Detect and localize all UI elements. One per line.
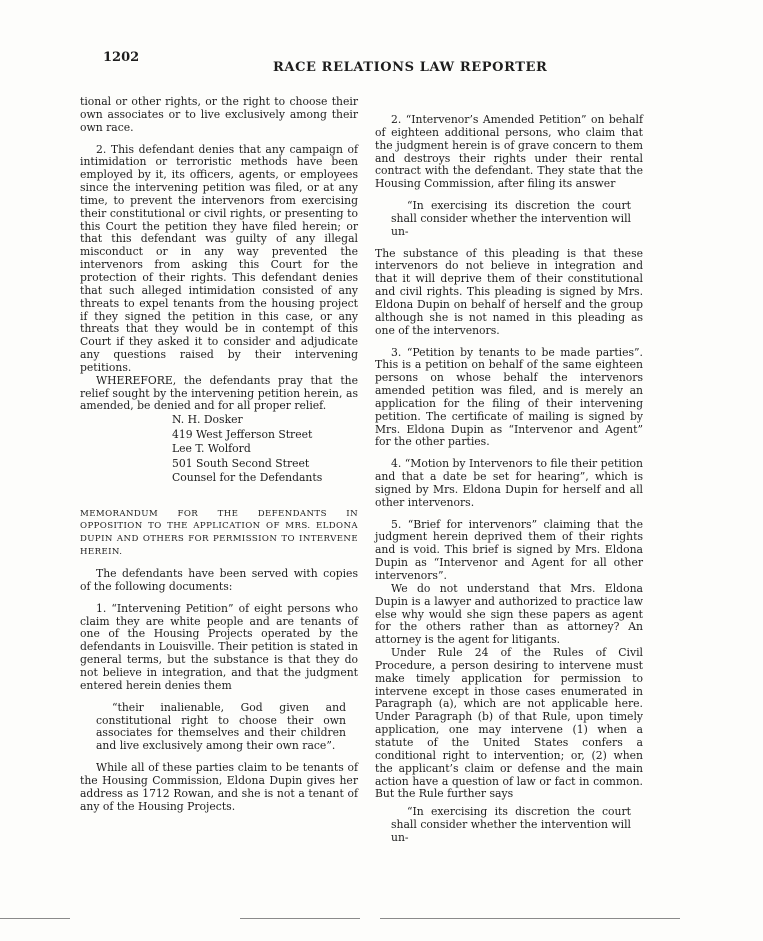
right-column: [375, 96, 643, 845]
signatory-address: 501 South Second Street: [172, 456, 310, 470]
signatory-address: 419 West Jefferson Street: [172, 427, 313, 441]
paragraph: tional or other rights, or the right to choose their own associates or to live exclusively among their own race.: [80, 95, 358, 134]
signatory-name: N. H. Dosker: [172, 413, 243, 427]
page-header: [103, 50, 663, 80]
paragraph: The substance of this pleading is that these intervenors do not believe in integration and that it will deprive them of their constitutional and civil rights. This pleading is signed by Mrs. Eldona Dupin on behalf of herself and the group although she is not named in this pleading as one of the intervenors.: [375, 246, 643, 337]
scan-edge-mark: [380, 918, 680, 919]
block-quote: “In exercising its discretion the court shall consider whether the intervention will un-: [391, 199, 631, 238]
paragraph: 3. “Petition by tenants to be made parties”. This is a petition on behalf of the same eighteen persons on whose behalf the intervenors amended petition was filed, and is merely an application for the filing of their intervening petition. The certificate of mailing is signed by Mrs. Eldona Dupin as “Intervenor and Agent” for the other parties.: [375, 345, 643, 449]
paragraph: 5. “Brief for intervenors” claiming that the judgment herein deprived them of their rights and is void. This brief is signed by Mrs. Eldona Dupin as “Intervenor and Agent for all other intervenors”.: [375, 517, 643, 582]
block-quote: “their inalienable, God given and constitutional right to choose their own associates for themselves and their children and live exclusively among their own race”.: [96, 700, 346, 753]
paragraph: 2. This defendant denies that any campaign of intimidation or terroristic methods have been employed by it, its officers, agents, or employees since the intervening petition was filed, or at any time, to prevent the intervenors from exercising their constitutional or civil rights, or presenting to this Court the petition they have filed herein; or that this defendant was guilty of any illegal misconduct or in any way prevented the intervenors from asking this Court for the protection of their rights. This defendant denies that such alleged intimidation consisted of any threats to expel tenants from the housing project if they signed the petition in this case, or any threats that they would be in contempt of this Court if they asked it to consider and adjudicate any questions raised by their intervening petitions.: [80, 142, 358, 374]
paragraph: While all of these parties claim to be tenants of the Housing Commission, Eldona Dupin gives her address as 1712 Rowan, and she is not a tenant of any of the Housing Projects.: [80, 761, 358, 813]
paragraph: 4. “Motion by Intervenors to file their petition and that a date be set for hearing”, which is signed by Mrs. Eldona Dupin for herself and all other intervenors.: [375, 457, 643, 509]
signature-block: [172, 413, 358, 485]
paragraph: 1. “Intervening Petition” of eight persons who claim they are white people and are tenants of one of the Housing Projects operated by the defendants in Louisville. Their petition is stated in general terms, but the substance is that they do not believe in integration, and that the judgment entered herein denies them: [80, 601, 358, 692]
scan-edge-mark: [240, 918, 360, 919]
signatory-role: Counsel for the Defendants: [172, 471, 323, 485]
scan-edge-mark: [0, 918, 70, 919]
paragraph: WHEREFORE, the defendants pray that the relief sought by the intervening petition herein, as amended, be denied and for all proper relief.: [80, 373, 358, 413]
left-column: [80, 96, 358, 813]
paragraph: Under Rule 24 of the Rules of Civil Procedure, a person desiring to intervene must make timely application for permission to intervene except in those cases enumerated in Paragraph (a), which are not applicable here. Under Paragraph (b) of that Rule, upon timely application, one may intervene (1) when a statute of the United States confers a conditional right to intervention; or, (2) when the applicant’s claim or defense and the main action have a question of law or fact in common. But the Rule further says: [375, 646, 643, 801]
paragraph: 2. “Intervenor’s Amended Petition” on behalf of eighteen additional persons, who claim that the judgment herein is of grave concern to them and destroys their rights under their rental contract with the defendant. They state that the Housing Commission, after filing its answer: [375, 113, 643, 191]
paragraph: The defendants have been served with copies of the following documents:: [80, 567, 358, 593]
block-quote: “In exercising its discretion the court shall consider whether the intervention will un-: [391, 805, 631, 844]
page-number: 1202: [103, 50, 140, 65]
running-head: RACE RELATIONS LAW REPORTER: [273, 60, 548, 75]
memorandum-heading: MEMORANDUM FOR THE DEFENDANTS IN OPPOSITION TO THE APPLICATION OF MRS. ELDONA DUPIN AND OTHERS FOR PERMISSION TO INTERVENE HEREIN.: [80, 508, 358, 558]
paragraph: We do not understand that Mrs. Eldona Dupin is a lawyer and authorized to practice law else why would she sign these papers as agent for the others rather than as attorney? An attorney is the agent for litigants.: [375, 581, 643, 647]
signatory-name: Lee T. Wolford: [172, 442, 251, 456]
